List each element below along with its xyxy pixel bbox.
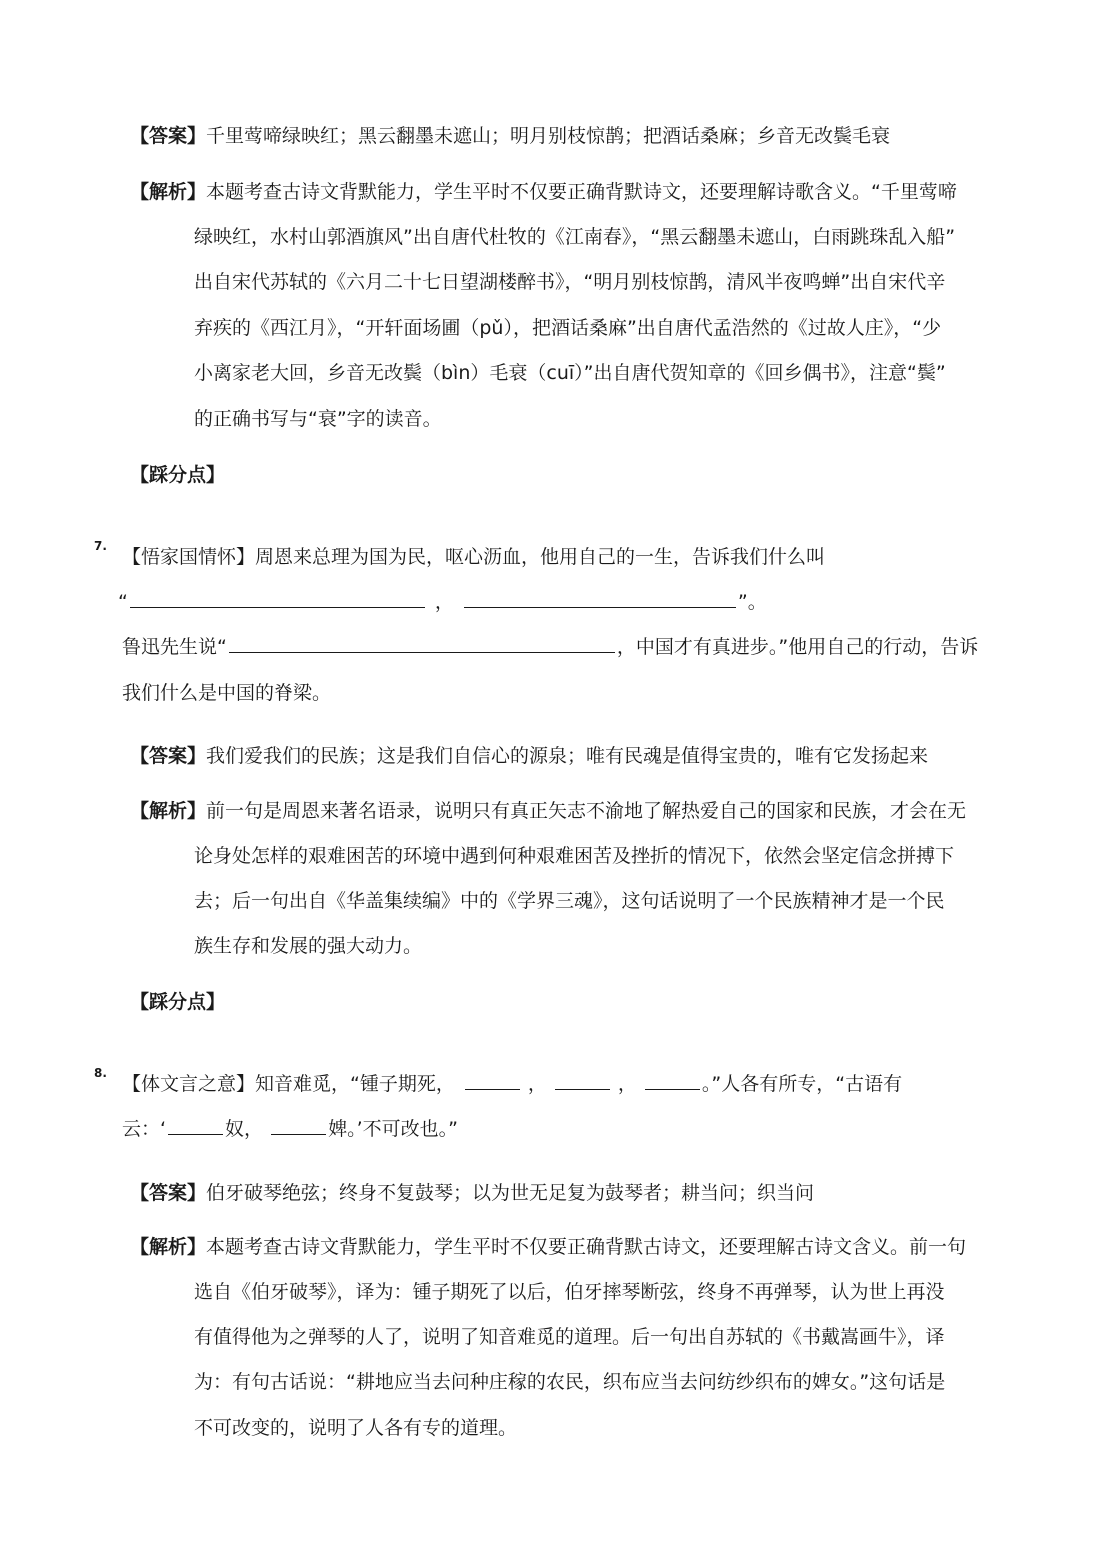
analysis-label: 【解析】 xyxy=(130,181,207,203)
answer-label: 【答案】 xyxy=(130,745,207,767)
question-text-pre: 鲁迅先生说“ xyxy=(122,636,227,658)
question-fill-line xyxy=(122,1069,902,1096)
scoring-points-label: 【踩分点】 xyxy=(130,991,226,1013)
answer-blank[interactable] xyxy=(168,1133,223,1135)
analysis-line: 前一句是周恩来著名语录，说明只有真正矢志不渝地了解热爱自己的国家和民族，才会在无 xyxy=(206,800,967,822)
question-text-post: 。”人各有所专，“古语有 xyxy=(701,1073,903,1095)
question-fill-line xyxy=(118,587,767,614)
analysis-label: 【解析】 xyxy=(130,1236,207,1258)
answer-blank[interactable] xyxy=(645,1088,700,1090)
analysis-line: 论身处怎样的艰难困苦的环境中遇到何种艰难困苦及挫折的情况下，依然会坚定信念拼搏下 xyxy=(194,845,955,867)
comma: ， xyxy=(617,1073,637,1095)
answer-row xyxy=(130,741,928,768)
answer-label: 【答案】 xyxy=(130,1182,207,1204)
analysis-line: 小离家老大回，乡音无改鬓（bìn）毛衰（cuī）”出自唐代贺知章的《回乡偶书》，注意“鬓” xyxy=(194,362,946,384)
analysis-label: 【解析】 xyxy=(130,800,207,822)
answer-blank[interactable] xyxy=(465,1088,520,1090)
analysis-line: 为：有句古话说：“耕地应当去问种庄稼的农民，织布应当去问纺纱织布的婢女。”这句话是 xyxy=(194,1371,946,1393)
question-fill-line xyxy=(122,632,978,659)
question-number: 8. xyxy=(94,1066,107,1080)
question-text: 我们什么是中国的脊梁。 xyxy=(122,682,332,704)
answer-text: 我们爱我们的民族；这是我们自信心的源泉；唯有民魂是值得宝贵的，唯有它发扬起来 xyxy=(206,745,929,767)
close-quote: ”。 xyxy=(737,591,767,613)
question-fill-line xyxy=(122,1114,458,1141)
analysis-line: 本题考查古诗文背默能力，学生平时不仅要正确背默诗文，还要理解诗歌含义。“千里莺啼 xyxy=(206,181,957,203)
answer-text: 千里莺啼绿映红；黑云翻墨未遮山；明月别枝惊鹊；把酒话桑麻；乡音无改鬓毛衰 xyxy=(206,125,891,147)
analysis-line: 族生存和发展的强大动力。 xyxy=(194,935,423,957)
scoring-points-label: 【踩分点】 xyxy=(130,464,226,486)
answer-label: 【答案】 xyxy=(130,125,207,147)
question-text-post: 婢。’不可改也。” xyxy=(328,1118,458,1140)
analysis-line: 不可改变的，说明了人各有专的道理。 xyxy=(194,1417,518,1439)
question-number: 7. xyxy=(94,539,107,553)
analysis-line: 本题考查古诗文背默能力，学生平时不仅要正确背默古诗文，还要理解古诗文含义。前一句 xyxy=(206,1236,967,1258)
answer-blank[interactable] xyxy=(229,651,615,653)
question-text-post: ，中国才有真进步。”他用自己的行动，告诉 xyxy=(616,636,979,658)
answer-blank[interactable] xyxy=(271,1133,326,1135)
answer-blank[interactable] xyxy=(130,606,425,608)
answer-blank[interactable] xyxy=(464,606,736,608)
question-text: 【悟家国情怀】周恩来总理为国为民，呕心沥血，他用自己的一生，告诉我们什么叫 xyxy=(122,546,826,568)
open-quote: “ xyxy=(118,591,128,613)
question-text-pre: 云：‘ xyxy=(122,1118,167,1140)
analysis-line: 去；后一句出自《华盖集续编》中的《学界三魂》，这句话说明了一个民族精神才是一个民 xyxy=(194,890,945,912)
question-text-mid: 奴， xyxy=(225,1118,264,1140)
analysis-line: 选自《伯牙破琴》，译为：锺子期死了以后，伯牙摔琴断弦，终身不再弹琴，认为世上再没 xyxy=(194,1281,945,1303)
analysis-line: 出自宋代苏轼的《六月二十七日望湖楼醉书》，“明月别枝惊鹊，清风半夜鸣蝉”出自宋代辛 xyxy=(194,271,946,293)
analysis-line: 弃疾的《西江月》，“开轩面场圃（pǔ），把酒话桑麻”出自唐代孟浩然的《过故人庄》，“少 xyxy=(194,317,942,339)
answer-row xyxy=(130,121,890,148)
analysis-line: 的正确书写与“衰”字的读音。 xyxy=(194,408,442,430)
analysis-line: 绿映红，水村山郭酒旗风”出自唐代杜牧的《江南春》，“黑云翻墨未遮山，白雨跳珠乱入船” xyxy=(194,226,956,248)
comma: ， xyxy=(527,1073,547,1095)
question-text-pre: 【体文言之意】知音难觅，“锺子期死， xyxy=(122,1073,455,1095)
analysis-line: 有值得他为之弹琴的人了，说明了知音难觅的道理。后一句出自苏轼的《书戴嵩画牛》，译 xyxy=(194,1326,945,1348)
comma: ， xyxy=(434,591,454,613)
answer-text: 伯牙破琴绝弦；终身不复鼓琴；以为世无足复为鼓琴者；耕当问；织当问 xyxy=(206,1182,815,1204)
answer-row xyxy=(130,1178,814,1205)
answer-blank[interactable] xyxy=(555,1088,610,1090)
